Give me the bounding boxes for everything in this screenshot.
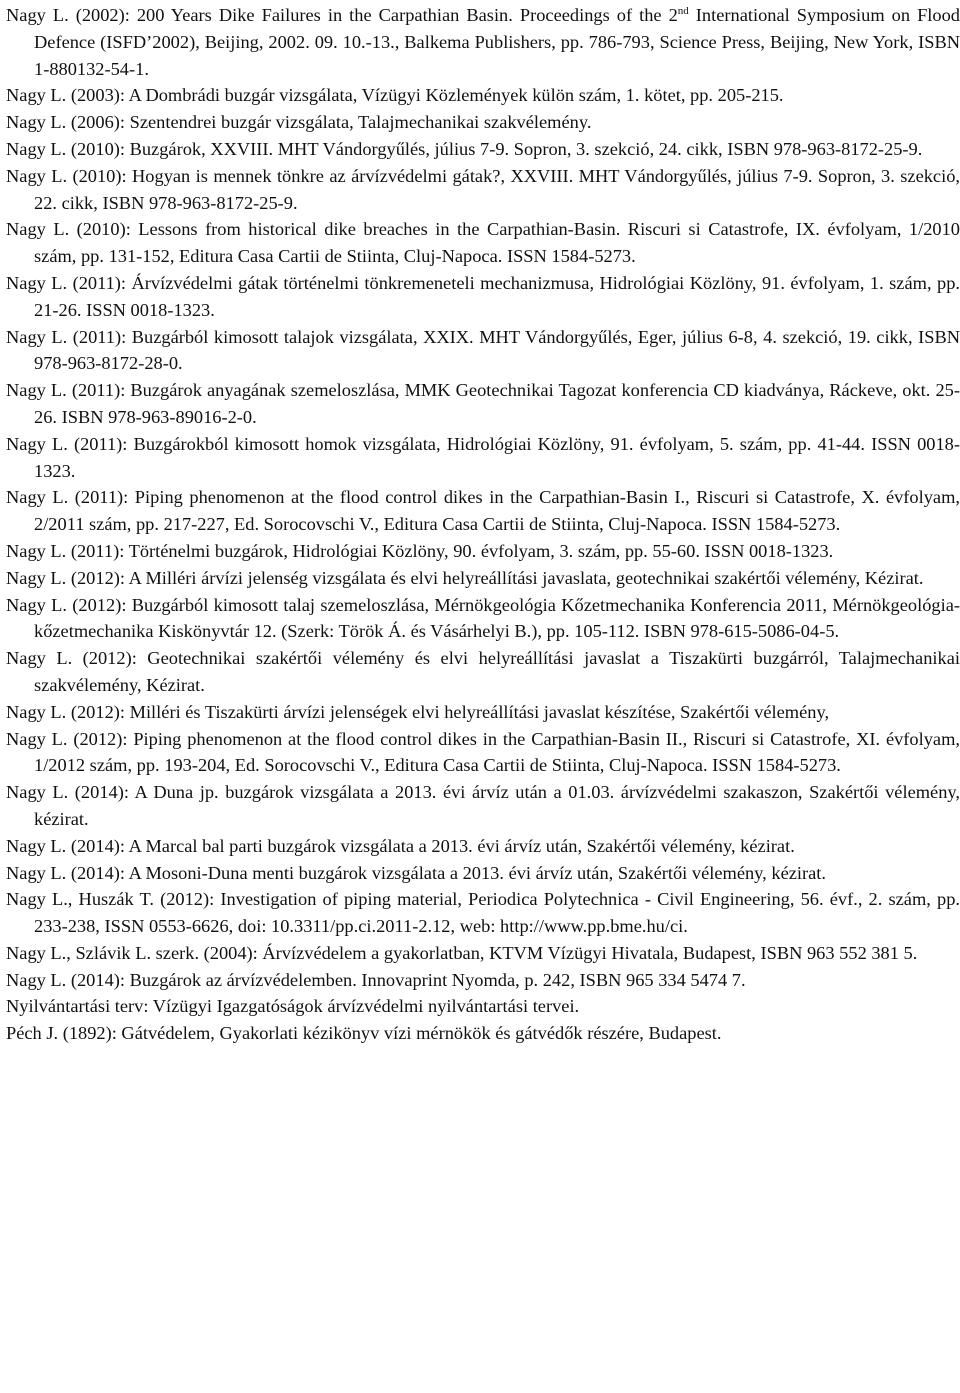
reference-entry: Nagy L., Huszák T. (2012): Investigation of piping material, Periodica Polytechnica - Civil Engineering, 56. évf., 2. szám, pp. 233-238, ISSN 0553-6626, doi: 10.3311/pp.ci.2011-2.12, web: http://www.pp.bme.hu/ci.: [6, 889, 960, 937]
reference-entry: Nagy L. (2006): Szentendrei buzgár vizsgálata, Talajmechanikai szakvélemény.: [6, 112, 592, 133]
reference-entry: Nagy L. (2011): Buzgárból kimosott talajok vizsgálata, XXIX. MHT Vándorgyűlés, Eger, július 6-8, 4. szekció, 19. cikk, ISBN 978-963-8172-28-0.: [6, 326, 960, 374]
reference-entry: Nagy L. (2011): Történelmi buzgárok, Hidrológiai Közlöny, 90. évfolyam, 3. szám, pp. 55-60. ISSN 0018-1323.: [6, 540, 834, 561]
reference-entry: Nagy L. (2014): A Mosoni-Duna menti buzgárok vizsgálata a 2013. évi árvíz után, Szakértői vélemény, kézirat.: [6, 862, 827, 883]
reference-entry: Péch J. (1892): Gátvédelem, Gyakorlati kézikönyv vízi mérnökök és gátvédők részére, Budapest.: [6, 1023, 722, 1044]
reference-entry: Nyilvántartási terv: Vízügyi Igazgatóságok árvízvédelmi nyilvántartási tervei.: [6, 996, 580, 1017]
reference-entry: Nagy L. (2003): A Dombrádi buzgár vizsgálata, Vízügyi Közlemények külön szám, 1. kötet, pp. 205-215.: [6, 85, 784, 106]
reference-entry: Nagy L. (2014): A Marcal bal parti buzgárok vizsgálata a 2013. évi árvíz után, Szakértői vélemény, kézirat.: [6, 835, 795, 856]
reference-entry: Nagy L. (2012): Piping phenomenon at the flood control dikes in the Carpathian-Basin II., Riscuri si Catastrofe, XI. évfolyam, 1/2012 szám, pp. 193-204, Ed. Sorocovschi V., Editura Casa Cartii de Stiinta, Cluj-Napoca. ISSN 1584-5273.: [6, 728, 960, 776]
reference-entry: Nagy L. (2011): Buzgárokból kimosott homok vizsgálata, Hidrológiai Közlöny, 91. évfolyam, 5. szám, pp. 41-44. ISSN 0018-1323.: [6, 433, 960, 481]
reference-entry: Nagy L. (2012): Geotechnikai szakértői vélemény és elvi helyreállítási javaslat a Tiszakürti buzgárról, Talajmechanikai szakvélemény, Kézirat.: [6, 648, 960, 695]
reference-entry: Nagy L. (2014): Buzgárok az árvízvédelemben. Innovaprint Nyomda, p. 242, ISBN 965 334 5474 7.: [6, 969, 746, 990]
reference-entry: Nagy L. (2010): Lessons from historical dike breaches in the Carpathian-Basin. Riscuri si Catastrofe, IX. évfolyam, 1/2010 szám, pp. 131-152, Editura Casa Cartii de Stiinta, Cluj-Napoca. ISSN 1584-5273.: [6, 219, 960, 267]
reference-entry: Nagy L. (2011): Piping phenomenon at the flood control dikes in the Carpathian-Basin I., Riscuri si Catastrofe, X. évfolyam, 2/2011 szám, pp. 217-227, Ed. Sorocovschi V., Editura Casa Cartii de Stiinta, Cluj-Napoca. ISSN 1584-5273.: [6, 487, 960, 535]
reference-entry: Nagy L. (2011): Árvízvédelmi gátak történelmi tönkremeneteli mechanizmusa, Hidrológiai Közlöny, 91. évfolyam, 1. szám, pp. 21-26. ISSN 0018-1323.: [6, 272, 960, 320]
reference-entry: Nagy L. (2012): A Milléri árvízi jelenség vizsgálata és elvi helyreállítási javaslata, geotechnikai szakértői vélemény, Kézirat.: [6, 567, 924, 588]
reference-entry: Nagy L. (2012): Buzgárból kimosott talaj szemeloszlása, Mérnökgeológia Kőzetmechanika Konferencia 2011, Mérnökgeológia-kőzetmechanika Kiskönyvtár 12. (Szerk: Török Á. és Vásárhelyi B.), pp. 105-112. ISBN 978-615-5086-04-5.: [6, 594, 960, 642]
reference-entry: Nagy L. (2014): A Duna jp. buzgárok vizsgálata a 2013. évi árvíz után a 01.03. árvízvédelmi szakaszon, Szakértői vélemény, kézirat.: [6, 782, 960, 829]
reference-entry: Nagy L., Szlávik L. szerk. (2004): Árvízvédelem a gyakorlatban, KTVM Vízügyi Hivatala, Budapest, ISBN 963 552 381 5.: [6, 942, 918, 963]
superscript-ordinal: nd: [677, 4, 689, 17]
reference-entry: Nagy L. (2010): Hogyan is mennek tönkre az árvízvédelmi gátak?, XXVIII. MHT Vándorgyűlés, július 7-9. Sopron, 3. szekció, 22. cikk, ISBN 978-963-8172-25-9.: [6, 165, 960, 213]
reference-list: [6, 0, 960, 1047]
reference-entry: Nagy L. (2011): Buzgárok anyagának szemeloszlása, MMK Geotechnikai Tagozat konferencia CD kiadványa, Ráckeve, okt. 25-26. ISBN 978-963-89016-2-0.: [6, 380, 960, 427]
reference-entry: Nagy L. (2012): Milléri és Tiszakürti árvízi jelenségek elvi helyreállítási javaslat készítése, Szakértői vélemény,: [6, 701, 830, 722]
reference-entry: Nagy L. (2010): Buzgárok, XXVIII. MHT Vándorgyűlés, július 7-9. Sopron, 3. szekció, 24. cikk, ISBN 978-963-8172-25-9.: [6, 138, 923, 159]
reference-entry: Nagy L. (2002): 200 Years Dike Failures in the Carpathian Basin. Proceedings of the 2nd International Symposium on Flood Defence (ISFD’2002), Beijing, 2002. 09. 10.-13., Balkema Publishers, pp. 786-793, Science Press, Beijing, New York, ISBN 1-880132-54-1.: [6, 4, 960, 79]
